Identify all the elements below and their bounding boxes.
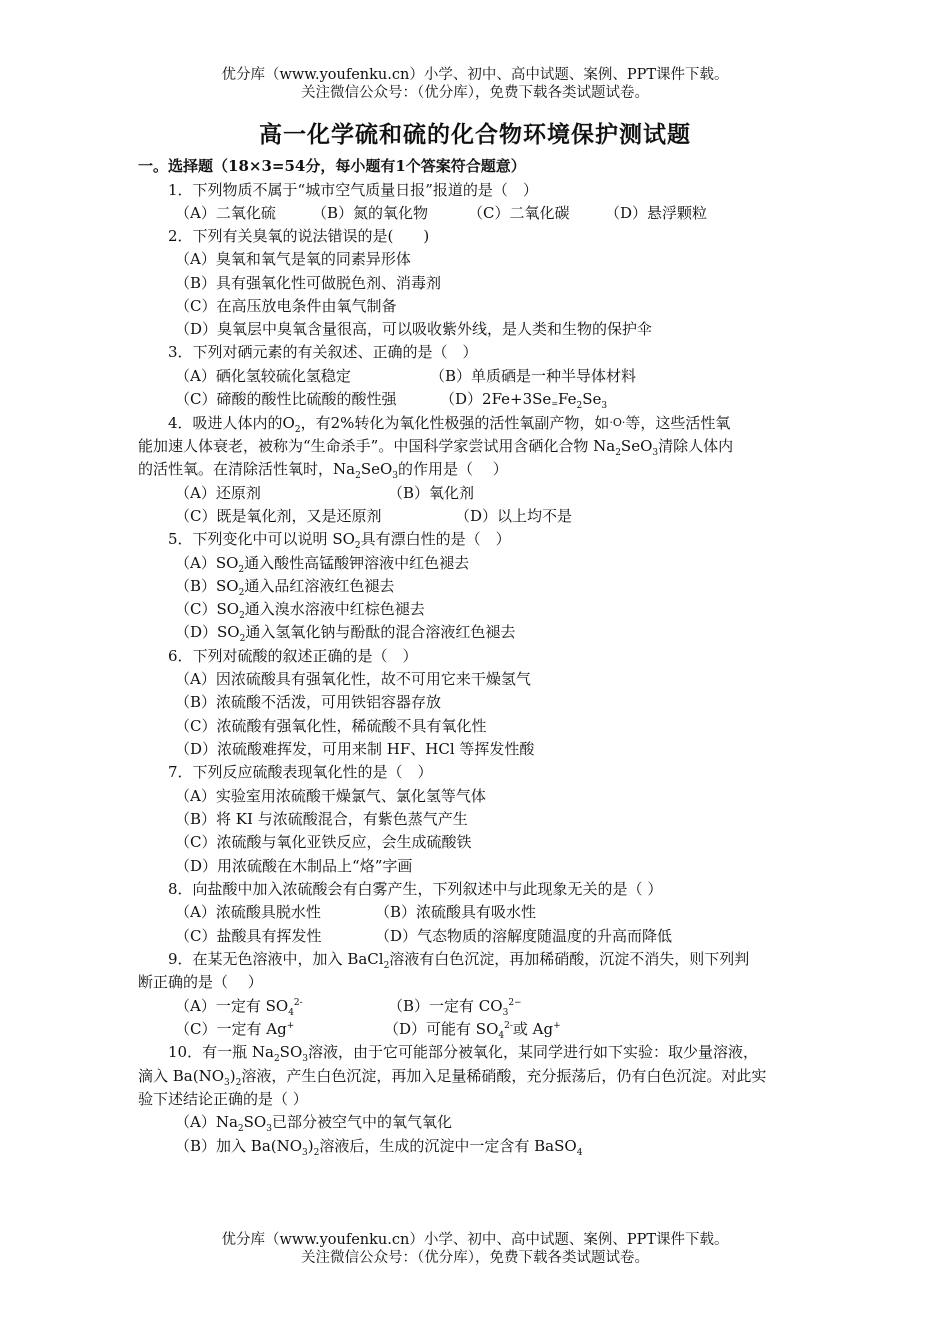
q10-text: 滴入 Ba(NO (138, 1067, 225, 1085)
q4-text: ，有2%转化为氧化性极强的活性氧副产物，如 (300, 414, 610, 432)
q10-a-text: 已部分被空气中的氧气氧化 (271, 1113, 452, 1131)
q10-text: ) (229, 1067, 236, 1085)
q9-sup: + (553, 1021, 561, 1031)
q3-option-b: （B）单质硒是一种半导体材料 (430, 367, 637, 385)
q5-b-prefix: （B）SO (175, 577, 239, 595)
q5-option-d (175, 622, 515, 642)
q10-a-text: SO (243, 1113, 267, 1131)
header-line-1: 优分库（www.youfenku.cn）小学、初中、高中试题、案例、PPT课件下载。 (221, 67, 729, 83)
question-4-line-2 (138, 436, 733, 456)
q1-option-b: （B）氮的氧化物 (312, 204, 429, 222)
q10-sub: 3 (302, 1054, 308, 1064)
page-title: 高一化学硫和硫的化合物环境保护测试题 (259, 121, 691, 148)
q3-d-eq-left: （D）2Fe+3Se (440, 390, 552, 408)
q3-d-sub2: 3 (601, 401, 608, 411)
q9-option-a (175, 996, 303, 1016)
q10-sub: 2 (237, 1124, 244, 1134)
question-4-line-1 (168, 413, 730, 433)
q5-sub: 2 (238, 588, 245, 598)
q4-text: 的活性氧。在清除活性氧时，Na (138, 460, 356, 478)
q10-text: SO (279, 1043, 303, 1061)
question-3-stem: 3．下列对硒元素的有关叙述、正确的是（ ） (168, 343, 478, 361)
q2-option-a: （A）臭氧和氧气是氧的同素异形体 (175, 250, 411, 268)
header-line-2: 关注微信公众号：（优分库），免费下载各类试题试卷。 (301, 85, 649, 101)
q5-option-a (175, 553, 469, 573)
q5-text: 具有漂白性的是（ ） (360, 530, 511, 548)
q9-a-text: （A）一定有 SO (175, 997, 289, 1015)
q10-a-text: （A）Na (175, 1113, 238, 1131)
q9-d-text: 或 Ag (512, 1020, 554, 1038)
q5-a-text: 通入酸性高锰酸钾溶液中红色褪去 (244, 554, 470, 572)
question-6-stem: 6．下列对硫酸的叙述正确的是（ ） (168, 647, 418, 665)
section-heading: 一。选择题（18×3=54分，每小题有1个答案符合题意） (138, 157, 526, 175)
q9-sub: 3 (502, 1008, 509, 1018)
q7-option-d: （D）用浓硫酸在木制品上“烙”字画 (175, 857, 413, 875)
q9-sup: 2- (293, 998, 303, 1008)
question-7-stem: 7．下列反应硫酸表现氧化性的是（ ） (168, 763, 433, 781)
q4-text: SeO (360, 460, 393, 478)
q4-text: SeO (620, 437, 653, 455)
question-9-line-1 (168, 949, 749, 969)
footer-line-2: 关注微信公众号：（优分库），免费下载各类试题试卷。 (301, 1250, 649, 1266)
q10-text: 溶液，由于它可能部分被氧化，某同学进行如下实验：取少量溶液， (307, 1043, 758, 1061)
q5-option-b (175, 576, 394, 596)
q3-d-eq-sign: = (551, 399, 559, 408)
q3-d-eq-right: Fe (558, 390, 577, 408)
question-8-stem: 8．向盐酸中加入浓硫酸会有白雾产生，下列叙述中与此现象无关的是（ ） (168, 880, 663, 898)
q4-text: 清除人体内 (658, 437, 734, 455)
q4-option-a: （A）还原剂 (175, 484, 261, 502)
q5-b-text: 通入品红溶液红色褪去 (244, 577, 395, 595)
q3-d-sub1: 2 (576, 401, 583, 411)
q5-a-prefix: （A）SO (175, 554, 239, 572)
q3-option-a: （A）硒化氢较硫化氢稳定 (175, 367, 351, 385)
q6-option-a: （A）因浓硫酸具有强氧化性，故不可用它来干燥氢气 (175, 670, 531, 688)
q8-option-a: （A）浓硫酸具脱水性 (175, 903, 321, 921)
q6-option-d: （D）浓硫酸难挥发，可用来制 HF、HCl 等挥发性酸 (175, 740, 535, 758)
q1-option-a: （A）二氧化硫 (175, 204, 276, 222)
q10-b-text: （B）加入 Ba(NO (175, 1137, 303, 1155)
q7-option-b: （B）将 KI 与浓硫酸混合，有紫色蒸气产生 (175, 810, 468, 828)
q8-option-c: （C）盐酸具有挥发性 (175, 927, 322, 945)
q10-text: 溶液，产生白色沉淀，再加入足量稀硝酸，充分振荡后，仍有白色沉淀。对此实 (241, 1067, 767, 1085)
q5-sub: 2 (238, 565, 245, 575)
q5-sub: 2 (239, 634, 246, 644)
q9-d-text: （D）可能有 SO (384, 1020, 499, 1038)
q1-option-d: （D）悬浮颗粒 (605, 204, 708, 222)
q9-sup: 2- (504, 1021, 513, 1031)
q4-text: 4．吸进人体内的O (168, 414, 295, 432)
q9-sup: + (286, 1021, 295, 1031)
q10-sub: 3 (302, 1148, 308, 1158)
footer-line-1: 优分库（www.youfenku.cn）小学、初中、高中试题、案例、PPT课件下载。 (221, 1232, 729, 1248)
q9-sub: 4 (498, 1031, 505, 1041)
q10-sub: 4 (576, 1148, 583, 1158)
q9-sup: 2− (508, 998, 522, 1008)
q4-option-b: （B）氧化剂 (388, 484, 475, 502)
q10-b-text: ) (307, 1137, 314, 1155)
q5-sub: 2 (354, 541, 361, 551)
q9-option-b (388, 996, 522, 1016)
q6-option-b: （B）浓硫酸不活泼，可用铁铝容器存放 (175, 693, 442, 711)
q4-sub: 2 (294, 425, 301, 435)
q9-b-text: （B）一定有 CO (388, 997, 503, 1015)
q4-text: 能加速人体衰老，被称为“生命杀手”。中国科学家尝试用含硒化合物 Na (138, 437, 616, 455)
q1-option-c: （C）二氧化碳 (468, 204, 570, 222)
q5-text: 5．下列变化中可以说明 SO (168, 530, 355, 548)
q5-c-text: 通入溴水溶液中红棕色褪去 (244, 600, 425, 618)
q3-d-eq-right2: Se (582, 390, 602, 408)
q8-option-d: （D）气态物质的溶解度随温度的升高而降低 (375, 927, 673, 945)
q9-sub: 2 (383, 961, 390, 971)
q9-sub: 4 (288, 1008, 294, 1018)
q10-sub: 3 (266, 1124, 272, 1134)
q4-option-d: （D）以上均不是 (455, 507, 573, 525)
q10-sub: 2 (273, 1054, 280, 1064)
q10-sub: 2 (235, 1078, 242, 1088)
question-2-stem: 2．下列有关臭氧的说法错误的是( ) (168, 227, 430, 245)
q9-text: 溶液有白色沉淀，再加稀硝酸，沉淀不消失，则下列判 (389, 950, 750, 968)
q7-option-c: （C）浓硫酸与氧化亚铁反应，会生成硫酸铁 (175, 833, 472, 851)
q9-option-d (384, 1019, 561, 1039)
q7-option-a: （A）实验室用浓硫酸干燥氯气、氯化氢等气体 (175, 787, 486, 805)
question-5-stem (168, 529, 511, 549)
question-10-line-2 (138, 1066, 766, 1086)
q4-sub: 2 (355, 471, 361, 481)
q9-option-c (175, 1019, 294, 1039)
q5-option-c (175, 599, 425, 619)
q5-d-prefix: （D）SO (175, 623, 240, 641)
question-10-line-3: 验下述结论正确的是（ ） (138, 1090, 308, 1108)
q2-option-d: （D）臭氧层中臭氧含量很高，可以吸收紫外线，是人类和生物的保护伞 (175, 320, 653, 338)
q4-option-c: （C）既是氧化剂，又是还原剂 (175, 507, 382, 525)
q10-option-b (175, 1136, 582, 1156)
q10-sub: 2 (313, 1148, 320, 1158)
q10-option-a (175, 1112, 452, 1132)
q5-c-prefix: （C）SO (175, 600, 240, 618)
q4-sub: 3 (392, 471, 398, 481)
question-10-line-1 (168, 1042, 758, 1062)
q3-option-d (440, 389, 607, 414)
superoxide-radical-symbol: ·O· (609, 416, 626, 429)
question-4-line-3 (138, 459, 508, 479)
q10-sub: 3 (224, 1078, 230, 1088)
q8-option-b: （B）浓硫酸具有吸水性 (375, 903, 537, 921)
q5-sub: 2 (239, 611, 245, 621)
q10-b-text: 溶液后，生成的沉淀中一定含有 BaSO (319, 1137, 577, 1155)
q2-option-c: （C）在高压放电条件由氧气制备 (175, 297, 397, 315)
q2-option-b: （B）具有强氧化性可做脱色剂、消毒剂 (175, 274, 442, 292)
q4-text: 等，这些活性氧 (625, 414, 731, 432)
q3-option-c: （C）碲酸的酸性比硫酸的酸性强 (175, 390, 397, 408)
q10-text: 10．有一瓶 Na (168, 1043, 274, 1061)
q5-d-text: 通入氢氧化钠与酚酞的混合溶液红色褪去 (245, 623, 516, 641)
q6-option-c: （C）浓硫酸有强氧化性，稀硫酸不具有氧化性 (175, 717, 487, 735)
q4-sub: 3 (652, 448, 659, 458)
question-9-line-2: 断正确的是（ ） (138, 973, 263, 991)
question-1-stem: 1．下列物质不属于“城市空气质量日报”报道的是（ ） (168, 181, 538, 199)
q4-sub: 2 (615, 448, 621, 458)
q4-text: 的作用是（ ） (398, 460, 508, 478)
q9-text: 9．在某无色溶液中，加入 BaCl (168, 950, 384, 968)
q9-c-text: （C）一定有 Ag (175, 1020, 287, 1038)
